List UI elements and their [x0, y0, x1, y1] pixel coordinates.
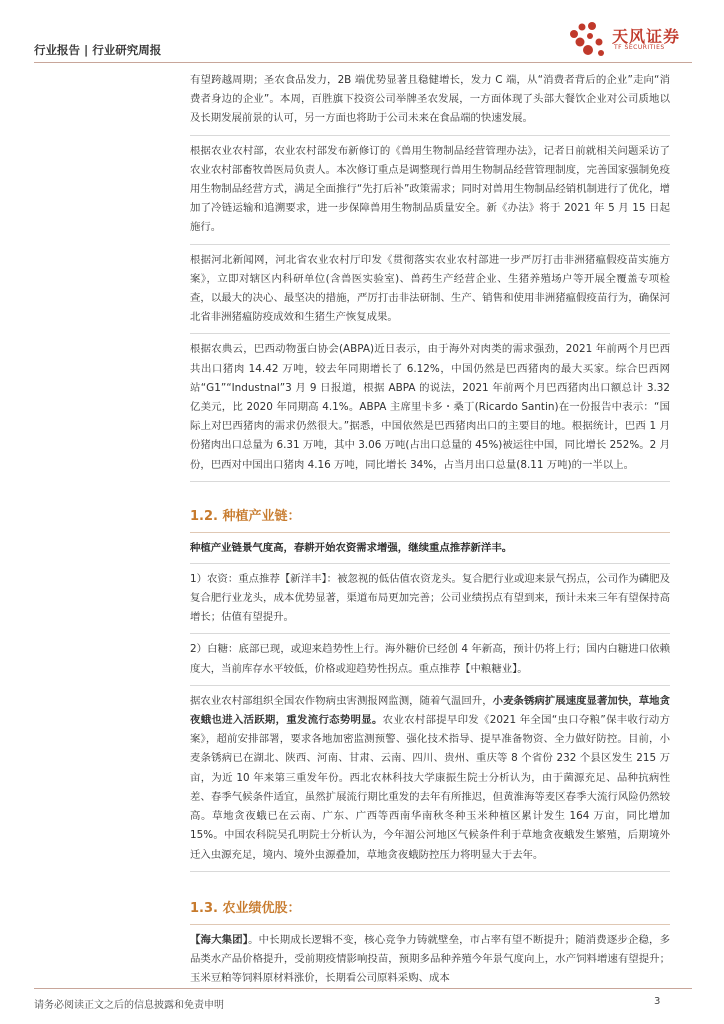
section-divider — [190, 924, 670, 925]
logo-subtitle: TF SECURITIES — [614, 44, 665, 51]
report-body — [190, 71, 670, 988]
paragraph-divider — [190, 871, 670, 872]
section-lead: 种植产业链景气度高，春耕开始农资需求增强，继续重点推荐新洋丰。 — [190, 541, 513, 554]
logo-mark-icon — [566, 20, 610, 60]
paragraph-shengnong: 有望跨越周期；圣农食品发力，2B 端优势显著且稳健增长，发力 C 端，从“消费者背后的企业”走向“消费者身边的企业”。本周，百胜旗下投资公司举牌圣农发展，一方面体现了头部大餐饮企业对公司质地以及长期发展前景的认可，另一方面也将助于公司未来在食品端的快速发展。 — [190, 74, 670, 125]
company-name-haida: 【海大集团】 — [190, 933, 249, 946]
report-breadcrumb: 行业报告 | 行业研究周报 — [34, 43, 162, 57]
paragraph-divider — [190, 333, 670, 334]
paragraph-divider — [190, 685, 670, 686]
pest-text-body: 农业农村部提早印发《2021 年全国“虫口夺粮”保丰收行动方案》，超前安排部署，要求各地加密监测预警、强化技术指导、提早准备物资、全力做好防控。目前，小麦条锈病已在湖北、陕西、河南、甘肃、云南、四川、贵州、重庆等 8 个省份 232 个县区发生 215 万亩，为近 10 年来第三重发年份。西北农林科技大学康振生院士分析认为，由于菌源充足、品种抗病性差、春季气候条件适宜，虽然扩展流行期比重发的去年有所推迟，但黄淮海等麦区春季大流行风险仍然较高。草地贪夜蛾已在云南、广东、广西等西南华南秋冬种玉米种植区累计发生 164 万亩，同比增加 15%。中国农科院吴孔明院士分析认为，今年湄公河地区气候条件利于草地贪夜蛾发生繁殖，后期境外迁入虫源充足，境内、境外虫源叠加，草地贪夜蛾防控压力将明显大于去年。 — [190, 714, 670, 861]
haida-text: 。中长期成长逻辑不变，核心竞争力铸就壁垒，市占率有望不断提升；随消费逐步企稳，多品类水产品价格提升，受前期疫情影响投苗，预期多品种养殖今年景气度向上，水产饲料增速有望提升；玉米豆粕等饲料原材料涨价，长期看公司原料采购、成本 — [190, 933, 670, 985]
paragraph-haida — [190, 931, 670, 989]
paragraph-brazil-pork: 根据农典云，巴西动物蛋白协会(ABPA)近日表示，由于海外对肉类的需求强劲，2021 年前两个月巴西共出口猪肉 14.42 万吨，较去年同期增长了 6.12%，中国仍然是巴西猪肉的最大买家。综合巴西网站“G1”“Industnal”3 月 9 日报道，根据 ABPA 的说法，2021 年前两个月巴西猪肉出口额总计 3.32 亿美元，比 2020 年同期高 4.1%。ABPA 主席里卡多・桑丁(Ricardo Santin)在一份报告中表示：“国际上对巴西猪肉的需求仍然很大。”据悉，中国依然是巴西猪肉出口的主要目的地。根据统计，巴西 1 月份猪肉出口总量为 6.31 万吨，其中 3.06 万吨(占出口总量的 45%)被运往中国，同比增长 252%。2 月份，巴西对中国出口猪肉 4.16 万吨，同比增长 34%，占当月出口总量(8.11 万吨)的一半以上。 — [190, 343, 670, 471]
pest-text-intro: 据农业农村部组织全国农作物病虫害测报网监测，随着气温回升， — [190, 694, 493, 707]
paragraph-pest-control — [190, 692, 670, 865]
section-divider — [190, 532, 670, 533]
paragraph-hebei-asf: 根据河北新闻网，河北省农业农村厅印发《贯彻落实农业农村部进一步严厉打击非洲猪瘟假疫苗实施方案》，立即对辖区内科研单位(含兽医实验室)、兽药生产经营企业、生猪养殖场户等开展全覆盖专项检查，以最大的决心、最坚决的措施，严厉打击非法研制、生产、销售和使用非洲猪瘟假疫苗行为，确保河北省非洲猪瘟防疫成效和生猪生产恢复成果。 — [190, 253, 670, 324]
logo-name: 天风证券 — [612, 27, 681, 46]
paragraph-sugar: 2）白糖：底部已现，或迎来趋势性上行。海外糖价已经创 4 年新高，预计仍将上行；国内白糖进口依赖度大，当前库存水平较低，价格或迎趋势性拐点。重点推荐【中粮糖业】。 — [190, 643, 670, 675]
footer-divider — [34, 988, 692, 989]
paragraph-fertilizer: 1）农资：重点推荐【新洋丰】：被忽视的低估值农资龙头。复合肥行业或迎来景气拐点，公司作为磷肥及复合肥行业龙头，成本优势显著，渠道布局更加完善；公司业绩拐点有望到来，预计未来三年有望保持高增长；估值有望提升。 — [190, 572, 670, 624]
pest-text-highlight: 小麦条锈病扩展速度显著加快，草地贪夜蛾也进入活跃期，重发流行态势明显。 — [190, 694, 671, 727]
paragraph-vet-biologics: 根据农业农村部，农业农村部发布新修订的《兽用生物制品经营管理办法》，记者日前就相关问题采访了农业农村部畜牧兽医局负责人。本次修订重点是调整现行兽用生物制品经营管理制度，完善国家强制免疫用生物制品经营方式，满足全面推行“先打后补”政策需求；同时对兽用生物制品经销机制进行了优化，增加了冷链运输和追溯要求，进一步保障兽用生物制品质量安全。新《办法》将于 2021 年 5 月 15 日起施行。 — [190, 144, 670, 234]
footer-disclaimer: 请务必阅读正文之后的信息披露和免责申明 — [34, 1000, 224, 1011]
page-number: 3 — [654, 996, 661, 1007]
page-header — [0, 0, 724, 68]
paragraph-divider — [190, 244, 670, 245]
paragraph-divider — [190, 633, 670, 634]
paragraph-divider — [190, 563, 670, 564]
section-title-planting-chain: 1.2. 种植产业链： — [190, 508, 301, 524]
paragraph-divider — [190, 481, 670, 482]
section-title-performance-stocks: 1.3. 农业绩优股： — [190, 900, 301, 916]
tf-securities-logo — [566, 20, 696, 62]
paragraph-divider — [190, 135, 670, 136]
header-divider — [34, 62, 692, 63]
